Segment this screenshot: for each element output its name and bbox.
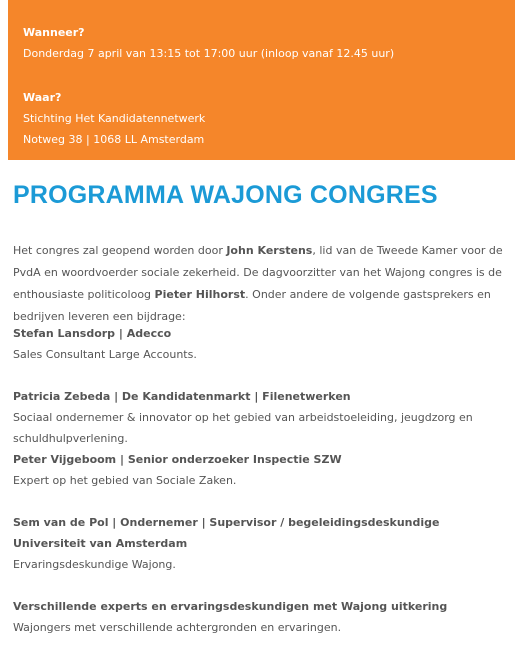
speaker-item [13,449,513,491]
event-info-banner [8,0,515,160]
speaker-description: Sales Consultant Large Accounts. [13,348,197,361]
speaker-item [13,596,513,638]
intro-name-opener: John Kerstens [226,244,313,257]
when-value: Donderdag 7 april van 13:15 tot 17:00 uur (inloop vanaf 12.45 uur) [23,47,395,60]
program-title: PROGRAMMA WAJONG CONGRES [13,181,438,209]
speaker-item [13,512,513,575]
intro-text-2: , lid van de Tweede Kamer voor de PvdA en woordvoerder sociale zekerheid. De dagvoorzitter van het Wajong congres is de enthousiaste politicoloog [13,244,503,301]
where-label: Waar? [23,91,62,104]
intro-text-3: . Onder andere de volgende gastsprekers en bedrijven leveren een bijdrage: [13,288,491,323]
speaker-description: Expert op het gebied van Sociale Zaken. [13,474,237,487]
speaker-description: Wajongers met verschillende achtergronden en ervaringen. [13,621,342,634]
intro-text-1: Het congres zal geopend worden door [13,244,227,257]
speaker-name: Sem van de Pol | Ondernemer | Supervisor / begeleidingsdeskundige Universiteit van Amsterdam [13,516,440,550]
speaker-item [13,323,513,365]
speaker-name: Verschillende experts en ervaringsdeskundigen met Wajong uitkering [13,600,448,613]
intro-paragraph [13,240,513,328]
speaker-name: Patricia Zebeda | De Kandidatenmarkt | Filenetwerken [13,390,351,403]
speaker-name: Peter Vijgeboom | Senior onderzoeker Inspectie SZW [13,453,342,466]
speaker-description: Ervaringsdeskundige Wajong. [13,558,176,571]
speaker-item [13,386,513,449]
where-venue: Stichting Het Kandidatennetwerk [23,112,206,125]
speaker-name: Stefan Lansdorp | Adecco [13,327,172,340]
speaker-description: Sociaal ondernemer & innovator op het gebied van arbeidstoeleiding, jeugdzorg en schuldhulpverlening. [13,411,473,445]
when-label: Wanneer? [23,26,85,39]
where-address: Notweg 38 | 1068 LL Amsterdam [23,133,205,146]
program-intro [13,240,513,328]
intro-name-chair: Pieter Hilhorst [154,288,246,301]
